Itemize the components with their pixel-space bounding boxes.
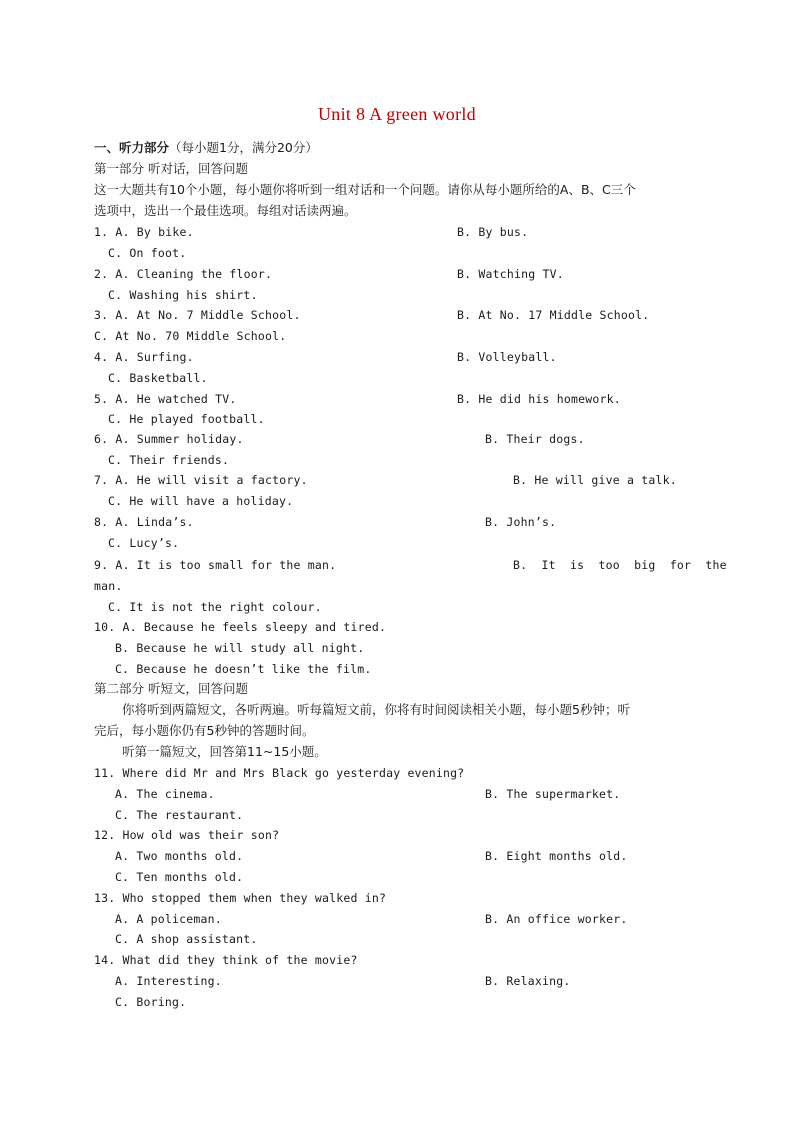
- q5-option-b: B. He did his homework.: [457, 392, 621, 406]
- q11-option-c: C. The restaurant.: [115, 808, 244, 822]
- q4-option-c: C. Basketball.: [108, 371, 208, 385]
- q14-option-a: A. Interesting.: [115, 974, 222, 988]
- q4-option-a: 4. A. Surfing.: [94, 350, 194, 364]
- part2-title: 第二部分 听短文，回答问题: [94, 681, 248, 696]
- q1-option-b: B. By bus.: [457, 225, 529, 239]
- q13-option-c: C. A shop assistant.: [115, 932, 258, 946]
- q12-option-b: B. Eight months old.: [485, 849, 628, 863]
- q10-option-a: 10. A. Because he feels sleepy and tired.: [94, 620, 387, 634]
- q12-option-c: C. Ten months old.: [115, 870, 244, 884]
- q5-option-a: 5. A. He watched TV.: [94, 392, 237, 406]
- q1-option-c: C. On foot.: [108, 246, 187, 260]
- q2-option-c: C. Washing his shirt.: [108, 288, 258, 302]
- q2-option-a: 2. A. Cleaning the floor.: [94, 267, 273, 281]
- q7-option-a: 7. A. He will visit a factory.: [94, 473, 308, 487]
- q1-option-a: 1. A. By bike.: [94, 225, 194, 239]
- q11-option-a: A. The cinema.: [115, 787, 215, 801]
- q11-option-b: B. The supermarket.: [485, 787, 621, 801]
- q2-option-b: B. Watching TV.: [457, 267, 564, 281]
- section-heading: [94, 140, 318, 156]
- section-heading-label: 一、听力部分: [94, 140, 170, 155]
- q3-option-c: C. At No. 70 Middle School.: [94, 329, 287, 343]
- q14-option-c: C. Boring.: [115, 995, 187, 1009]
- page-title: Unit 8 A green world: [318, 104, 476, 124]
- q14-option-b: B. Relaxing.: [485, 974, 571, 988]
- q5-option-c: C. He played football.: [108, 412, 265, 426]
- q8-option-b: B. John’s.: [485, 515, 557, 529]
- part2-instruction-line1: 你将听到两篇短文，各听两遍。听每篇短文前，你将有时间阅读相关小题，每小题5秒钟；听: [122, 702, 630, 717]
- q6-option-a: 6. A. Summer holiday.: [94, 432, 244, 446]
- q8-option-a: 8. A. Linda’s.: [94, 515, 194, 529]
- q6-option-b: B. Their dogs.: [485, 432, 585, 446]
- part1-instruction-line1: 这一大题共有10个小题，每小题你将听到一组对话和一个问题。请你从每小题所给的A、B、C三个: [94, 182, 636, 197]
- section-score-note: （每小题1分，满分20分）: [169, 140, 318, 155]
- q12-option-a: A. Two months old.: [115, 849, 244, 863]
- q10-option-c: C. Because he doesn’t like the film.: [115, 662, 372, 676]
- q3-option-a: 3. A. At No. 7 Middle School.: [94, 308, 301, 322]
- q9-option-b: B. It is too big for the: [513, 558, 727, 572]
- q14-question: 14. What did they think of the movie?: [94, 953, 358, 967]
- q9-option-c: C. It is not the right colour.: [108, 600, 322, 614]
- q9-option-b-continued: man.: [94, 579, 123, 593]
- part2-sub-instruction: 听第一篇短文，回答第11~15小题。: [122, 744, 327, 759]
- q11-question: 11. Where did Mr and Mrs Black go yesterday evening?: [94, 766, 465, 780]
- q13-option-b: B. An office worker.: [485, 912, 628, 926]
- q3-option-b: B. At No. 17 Middle School.: [457, 308, 650, 322]
- q10-option-b: B. Because he will study all night.: [115, 641, 365, 655]
- q13-option-a: A. A policeman.: [115, 912, 222, 926]
- q7-option-c: C. He will have a holiday.: [108, 494, 294, 508]
- q7-option-b: B. He will give a talk.: [513, 473, 677, 487]
- q12-question: 12. How old was their son?: [94, 828, 280, 842]
- q9-option-a: 9. A. It is too small for the man.: [94, 558, 337, 572]
- q8-option-c: C. Lucy’s.: [108, 536, 180, 550]
- q4-option-b: B. Volleyball.: [457, 350, 557, 364]
- part1-title: 第一部分 听对话，回答问题: [94, 161, 248, 176]
- q13-question: 13. Who stopped them when they walked in?: [94, 891, 387, 905]
- part1-instruction-line2: 选项中，选出一个最佳选项。每组对话读两遍。: [94, 203, 357, 218]
- part2-instruction-line2: 完后，每小题你仍有5秒钟的答题时间。: [94, 723, 315, 738]
- q6-option-c: C. Their friends.: [108, 453, 230, 467]
